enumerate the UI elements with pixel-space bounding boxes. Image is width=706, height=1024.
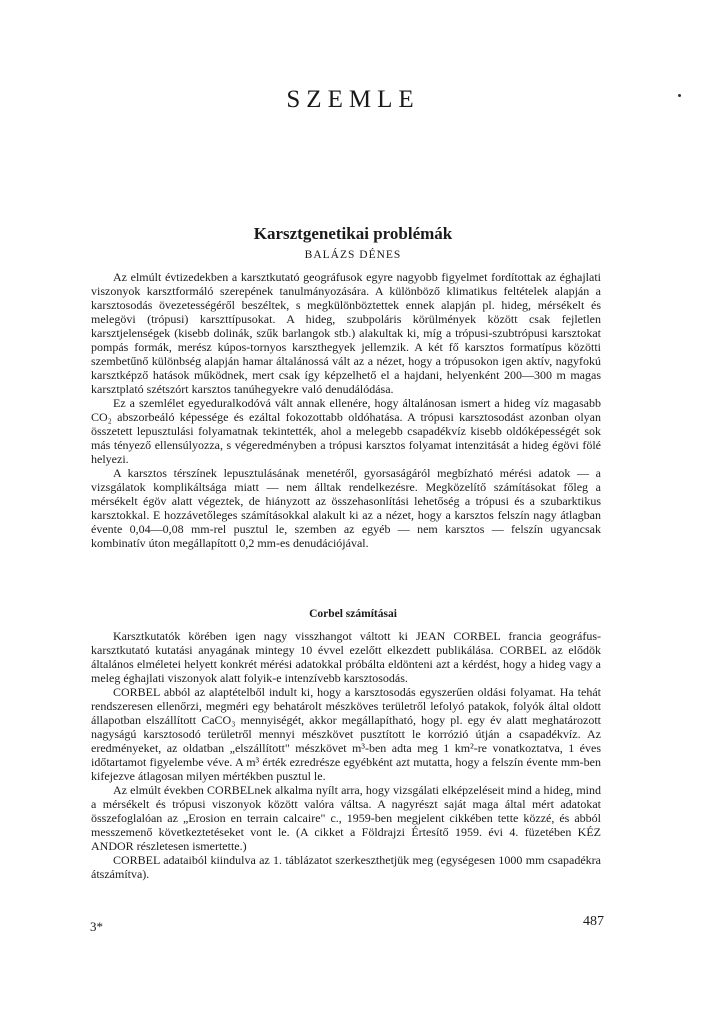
subsection-title: Corbel számításai [309,608,397,620]
scan-speck [678,94,681,97]
paragraph: Az elmúlt években CORBELnek alkalma nyílt arra, hogy vizsgálati elképzeléseit mind a hideg, mind a mérsékelt és trópusi viszonyok között valóra váltsa. A nagyrészt saját maga által mért adatokat összefoglalóan az „Erosion en terrain calcaire" c., 1959-ben megjelent cikkében tette közzé, és abból messzemenő következtetéseket vont le. (A cikket a Földrajzi Értesítő 1959. évi 4. füzetében KÉZ ANDOR részletesen ismertette.) [91,783,601,853]
paragraph: A karsztos térszínek lepusztulásának menetéről, gyorsaságáról megbízható mérési adatok — a vizsgálatok komplikáltsága miatt — nem álltak rendelkezésre. Megközelítő számításokat főleg a mérsékelt égöv alatt végeztek, de hiányzott az összehasonlítási lehetőség a trópusi és a szubarktikus karsztokkal. E hozzávetőleges számításokkal alakult ki az a nézet, hogy a karsztos felszín nagy átlagban évente 0,04—0,08 mm-rel pusztul le, szemben az egyéb — nem karsztos — felszín ugyancsak kombinatív úton megállapított 0,2 mm-es denudációjával. [91,466,601,550]
article-title: Karsztgenetikai problémák [253,224,453,243]
article-author: BALÁZS DÉNES [304,249,402,261]
paragraph: Az elmúlt évtizedekben a karsztkutató geográfusok egyre nagyobb figyelmet fordítottak az éghajlati viszonyok karsztformáló szerepének tanulmányozására. A különböző klimatikus feltételek alapján a karsztosodás övezetességéről beszéltek, s megkülönböztettek ennek alapján pl. hideg, mérsékelt és melegövi (trópusi) karszttípusokat. A hideg, szubpoláris körülmények között csak fejletlen karsztjelenségek (kisebb dolinák, szűk barlangok stb.) alakultak ki, míg a trópusi-szubtrópusi karsztokat pompás formák, merész kúpos-tornyos karszthegyek jellemzik. A két fő karsztos formatípus közötti szembetűnő különbség alapján hamar általánossá vált az a nézet, hogy a trópusokon igen aktív, nagyfokú karsztképző hatások működnek, mert csak így képzelhető el a hajdani, helyenként 200—300 m magas karsztplató szétszórt karsztos tanúhegyekre való denudálódása. [91,270,601,396]
article-body [91,270,601,550]
paragraph: Ez a szemlélet egyeduralkodóvá vált annak ellenére, hogy általánosan ismert a hideg víz magasabb CO₂ abszorbeáló képessége és ezáltal fokozottabb oldóhatása. A trópusi karsztosodást azonban olyan összetett lepusztulási folyamatnak tekintették, ahol a melegebb csapadékvíz kisebb oldóképességét sok más tényező ellensúlyozza, s végeredményben a trópusi karsztos folyamat intenzitását a hideg égövi fölé helyezi. [91,396,601,466]
signature-mark: 3* [90,919,103,934]
section-heading: SZEMLE [286,86,420,113]
paragraph: Karsztkutatók körében igen nagy visszhangot váltott ki JEAN CORBEL francia geográfus-karsztkutató kutatási anyagának mintegy 10 évvel ezelőtt elkezdett publikálása. CORBEL az elődök általános elméletei helyett konkrét mérési adatokkal próbálta eldönteni azt a kérdést, hogy a hideg vagy a meleg éghajlati viszonyok alatt folyik-e intenzívebb karsztosodás. [91,629,601,685]
page-number: 487 [583,914,604,929]
paragraph: CORBEL abból az alaptételből indult ki, hogy a karsztosodás egyszerűen oldási folyamat. Ha tehát rendszeresen ellenőrzi, megméri egy behatárolt mészköves területről lefolyó patakok, folyók által oldott állapotban elszállított CaCO₃ mennyiségét, akkor megállapítható, hogy pl. egy év alatt meghatározott nagyságú karsztosodó területről mennyi mészkövet pusztított le korrózió útján a csapadékvíz. Az eredményeket, az oldatban „elszállított" mészkövet m³-ben adta meg 1 km²-re vonatkoztatva, 1 éves időtartamot figyelembe véve. A m³ érték ezredrésze egyébként azt mutatta, hogy a felszín évente mm-ben kifejezve átlagosan milyen mértékben pusztul le. [91,685,601,783]
subsection-body [91,629,601,881]
paragraph: CORBEL adataiból kiindulva az 1. táblázatot szerkeszthetjük meg (egységesen 1000 mm csapadékra átszámítva). [91,853,601,881]
